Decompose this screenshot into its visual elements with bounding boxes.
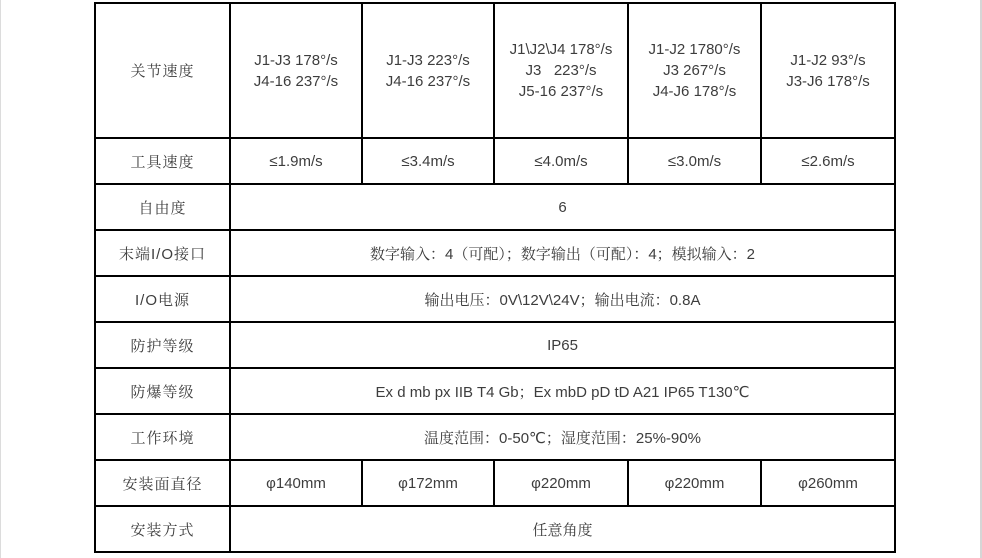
spec-row: [95, 184, 895, 230]
value-cell: [362, 460, 494, 506]
value-line: J1-J3 178°/s: [254, 51, 338, 69]
value-line: J1-J2 1780°/s: [648, 41, 741, 58]
value-line: φ260mm: [798, 474, 858, 492]
row-label: 末端I/O接口: [95, 230, 230, 276]
value-line: J3-J6 178°/s: [786, 72, 870, 90]
spec-table-body: [95, 3, 895, 552]
spec-row: [95, 3, 895, 138]
spec-row: [95, 230, 895, 276]
value-cell: Ex d mb px IIB T4 Gb；Ex mbD pD tD A21 IP65 T130℃: [230, 368, 895, 414]
value-line: J3 267°/s: [663, 62, 726, 79]
value-cell: [761, 460, 895, 506]
row-label: 安装方式: [95, 506, 230, 552]
value-line: ≤1.9m/s: [269, 152, 323, 170]
row-label: 工具速度: [95, 138, 230, 184]
row-label: 工作环境: [95, 414, 230, 460]
row-label: 防护等级: [95, 322, 230, 368]
value-line: J1\J2\J4 178°/s: [509, 41, 613, 58]
value-line: J3 223°/s: [525, 62, 597, 79]
value-cell: [230, 3, 362, 138]
value-line: J1-J3 223°/s: [386, 51, 470, 69]
spec-row: [95, 138, 895, 184]
value-line: φ220mm: [664, 474, 725, 492]
value-cell: 输出电压：0V\12V\24V；输出电流：0.8A: [230, 276, 895, 322]
row-label: 关节速度: [95, 3, 230, 138]
spec-table: [94, 2, 896, 553]
value-cell: [761, 138, 895, 184]
value-line: J5-16 237°/s: [518, 83, 604, 100]
row-label: 防爆等级: [95, 368, 230, 414]
value-cell: [230, 138, 362, 184]
value-cell: [494, 3, 628, 138]
value-line: ≤3.0m/s: [667, 152, 722, 170]
row-label: I/O电源: [95, 276, 230, 322]
value-cell: 数字输入：4（可配）；数字输出（可配）：4；模拟输入：2: [230, 230, 895, 276]
value-cell: [628, 460, 761, 506]
value-cell: [362, 138, 494, 184]
row-label: 安装面直径: [95, 460, 230, 506]
value-cell: 任意角度: [230, 506, 895, 552]
spec-row: [95, 506, 895, 552]
value-cell: 温度范围：0-50℃；湿度范围：25%-90%: [230, 414, 895, 460]
value-line: ≤2.6m/s: [801, 152, 855, 170]
value-line: J4-16 237°/s: [385, 72, 471, 90]
value-cell: [628, 138, 761, 184]
value-line: ≤4.0m/s: [534, 152, 588, 170]
value-cell: [494, 460, 628, 506]
value-cell: 6: [230, 184, 895, 230]
value-cell: IP65: [230, 322, 895, 368]
spec-row: [95, 368, 895, 414]
value-line: φ220mm: [531, 474, 591, 492]
value-cell: [362, 3, 494, 138]
value-line: φ140mm: [266, 474, 326, 492]
value-line: ≤3.4m/s: [401, 152, 455, 170]
spec-row: [95, 460, 895, 506]
value-line: J4-J6 178°/s: [652, 83, 737, 100]
value-cell: [761, 3, 895, 138]
value-cell: [230, 460, 362, 506]
value-line: φ172mm: [398, 474, 458, 492]
row-label: 自由度: [95, 184, 230, 230]
spec-row: [95, 322, 895, 368]
value-cell: [494, 138, 628, 184]
value-cell: [628, 3, 761, 138]
value-line: J1-J2 93°/s: [790, 51, 866, 69]
spec-row: [95, 414, 895, 460]
value-line: J4-16 237°/s: [253, 72, 339, 90]
spec-row: [95, 276, 895, 322]
